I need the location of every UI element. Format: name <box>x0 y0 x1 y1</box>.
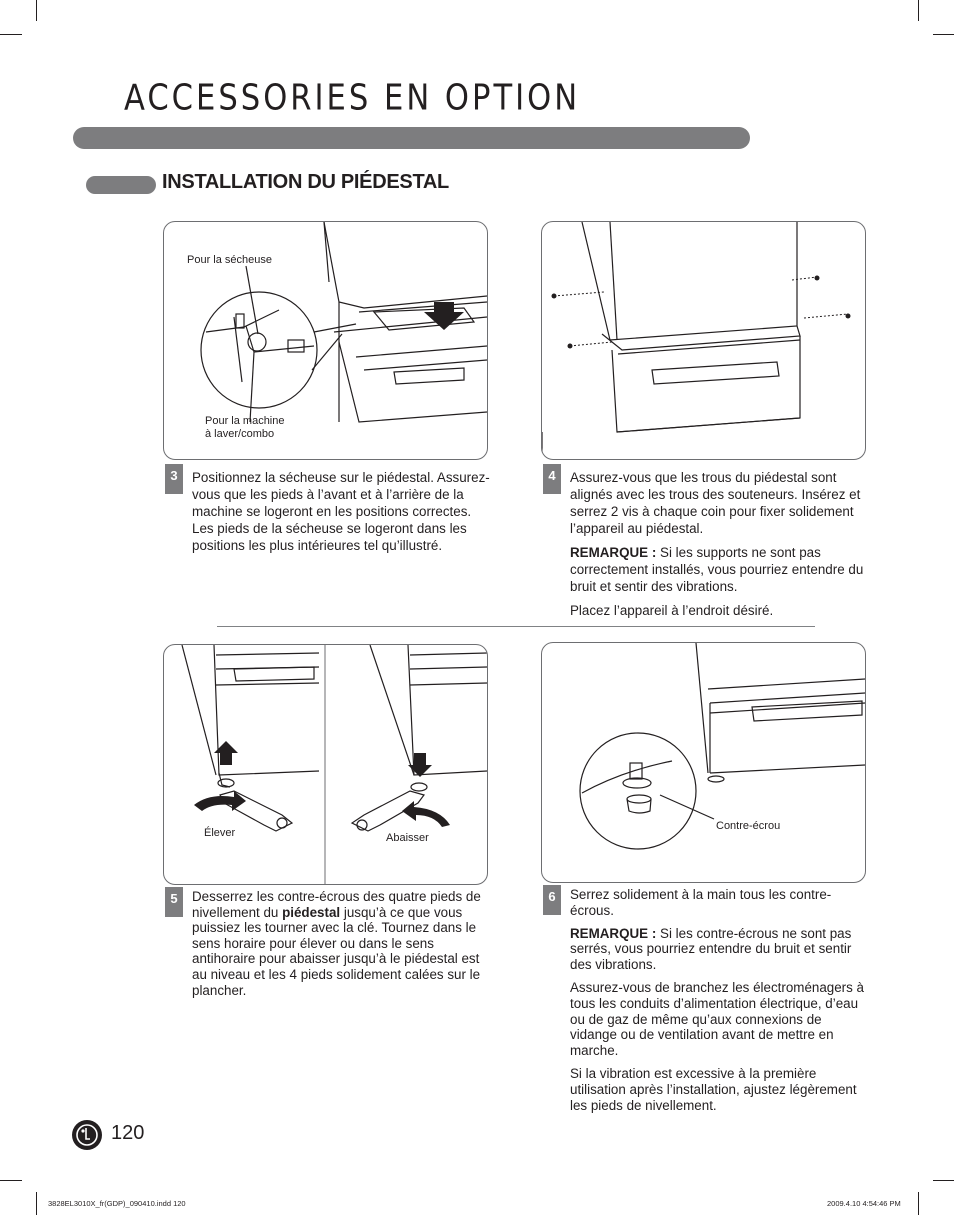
crop-mark <box>36 1192 37 1215</box>
step3-text <box>192 469 492 561</box>
title-bar <box>73 127 750 149</box>
step4-number: 4 <box>543 464 561 494</box>
step4-note <box>570 544 870 595</box>
lg-logo-mark <box>72 1120 102 1150</box>
step5-number: 5 <box>165 887 183 917</box>
crop-mark <box>933 34 954 35</box>
label-washer-1: Pour la machine <box>205 415 285 427</box>
step6-paragraph-2: Assurez-vous de branchez les électroménagers à tous les conduits d’alimentation électrique, d’eau ou de gaz de même qu’aux connexions de vidange ou de ventilation avant de mettre en marche. <box>570 979 864 1059</box>
step4-text <box>570 469 870 626</box>
section-title: INSTALLATION DU PIÉDESTAL <box>162 171 449 193</box>
step3-number: 3 <box>165 464 183 494</box>
step4-paragraph: Assurez-vous que les trous du piédestal sont alignés avec les trous des souteneurs. Insérez et serrez 2 vis à chaque coin pour fixer solidement l’appareil au piédestal. <box>570 470 861 536</box>
step3-figure <box>163 221 488 460</box>
step6-note-text: Si les contre-écrous ne sont pas serrés, vous pourriez entendre du bruit et sentir des vibrations. <box>570 925 852 973</box>
step4-figure <box>541 221 866 460</box>
bolt-attachment-illustration <box>542 222 865 459</box>
divider <box>217 626 815 627</box>
page-title: ACCESSORIES EN OPTION <box>124 77 581 119</box>
step6-paragraph-3: Si la vibration est excessive à la première utilisation après l’installation, ajustez légèrement les pieds de nivellement. <box>570 1065 857 1113</box>
step5-text-b: jusqu’à ce que vous puissiez les tourner avec la clé. Tournez dans le sens horaire pour élever ou dans le sens antihoraire pour abaisser jusqu’à le piédestal est au niveau et les 4 pieds solidement calées sur le plancher. <box>192 904 481 998</box>
step5-text <box>192 889 494 1005</box>
step5-text-bold: piédestal <box>282 904 341 920</box>
page-number: 120 <box>111 1122 145 1144</box>
step5-figure <box>163 644 488 885</box>
label-locknut: Contre-écrou <box>716 820 781 832</box>
crop-mark <box>918 0 919 21</box>
label-dryer: Pour la sécheuse <box>187 254 272 266</box>
crop-mark <box>933 1180 954 1181</box>
lg-logo-icon <box>72 1120 102 1150</box>
step6-text <box>570 887 868 1120</box>
label-raise: Élever <box>204 827 236 839</box>
crop-mark <box>918 1192 919 1215</box>
section-pill <box>86 176 156 194</box>
label-washer-2: à laver/combo <box>205 428 275 440</box>
step6-note-label: REMARQUE : <box>570 925 657 941</box>
step6-figure <box>541 642 866 883</box>
step4-note-text: Si les supports ne sont pas correctement installés, vous pourriez entendre du bruit et sentir des vibrations. <box>570 545 864 594</box>
footer-date: 2009.4.10 4:54:46 PM <box>827 1199 901 1208</box>
label-lower: Abaisser <box>386 832 429 844</box>
step5-paragraph <box>192 889 494 998</box>
locknut-illustration <box>542 643 865 882</box>
step6-paragraph: Serrez solidement à la main tous les contre-écrous. <box>570 887 832 918</box>
step6-note <box>570 926 868 973</box>
step4-note-label: REMARQUE : <box>570 545 657 560</box>
step5-text-a: Desserrez les contre-écrous des quatre pieds de nivellement du <box>192 889 481 920</box>
crop-mark <box>36 0 37 21</box>
step6-number: 6 <box>543 885 561 915</box>
footer-file: 3828EL3010X_fr(GDP)_090410.indd 120 <box>48 1199 186 1208</box>
leveling-feet-illustration <box>164 645 487 884</box>
step3-paragraph: Positionnez la sécheuse sur le piédestal. Assurez-vous que les pieds à l’avant et à l’arrière de la machine se logeront en les positions correctes. Les pieds de la sécheuse se logeront dans les positions les plus intérieures tel qu’illustré. <box>192 470 490 553</box>
crop-mark <box>0 34 22 35</box>
crop-mark <box>0 1180 22 1181</box>
step4-paragraph-2: Placez l’appareil à l’endroit désiré. <box>570 603 774 618</box>
